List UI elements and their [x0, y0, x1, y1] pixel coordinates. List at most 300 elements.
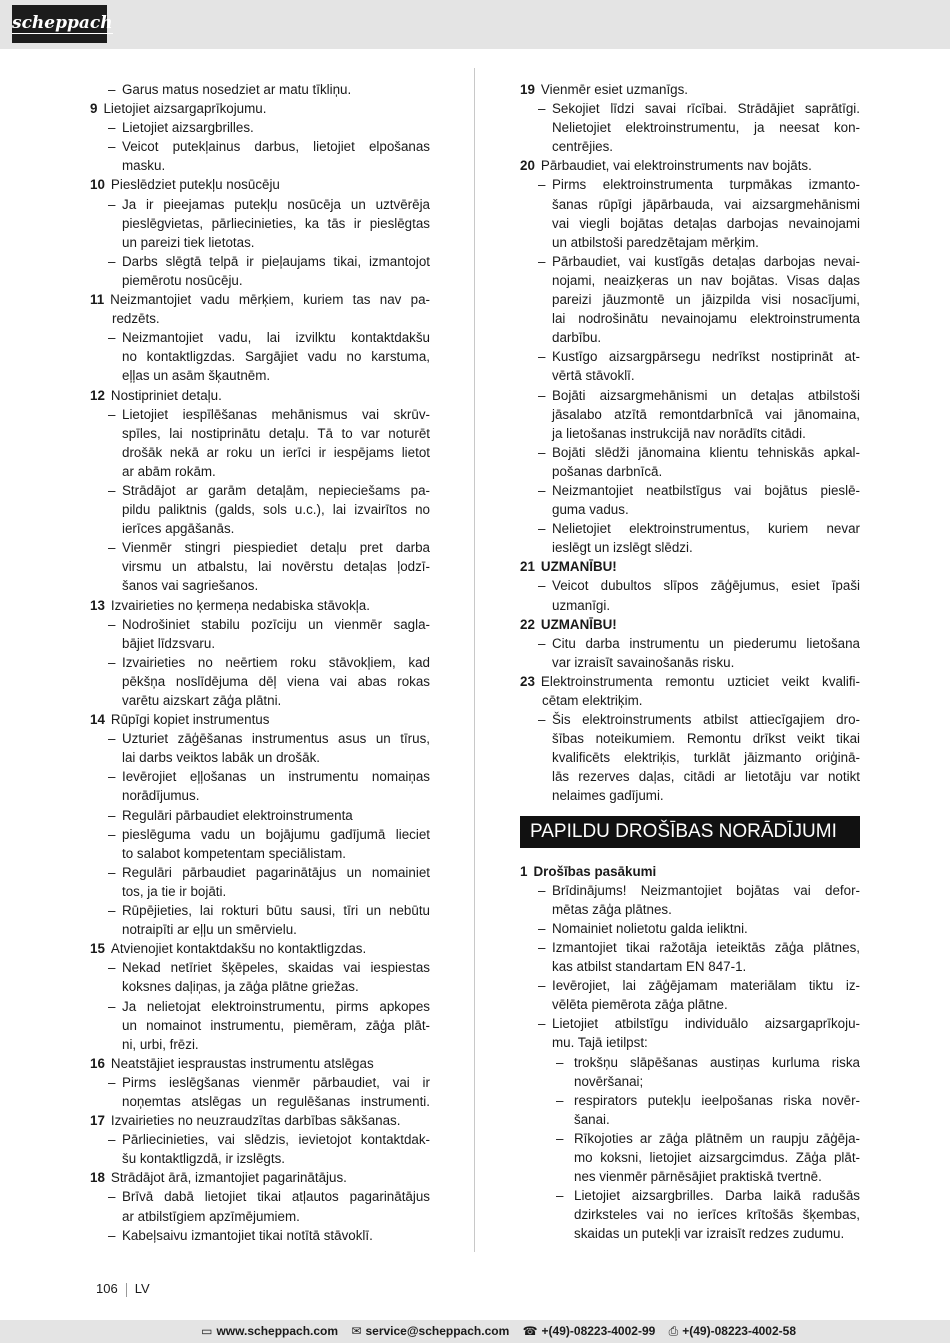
item-text: to salabot kompetentam speciālistam.	[122, 845, 347, 861]
list-line	[520, 786, 860, 805]
line-text	[122, 519, 430, 538]
item-text: vērtā stāvoklī.	[552, 368, 635, 384]
item-text: mētas zāģa plātnes.	[552, 901, 672, 917]
dash-bullet: –	[108, 616, 116, 632]
line-text	[552, 748, 860, 767]
line-text	[552, 634, 860, 653]
dash-bullet: –	[538, 882, 546, 898]
item-number: 19	[520, 82, 535, 97]
item-text: Regulāri pārbaudiet pagarinātājus un nomainiet	[122, 864, 430, 880]
item-number: 1	[520, 863, 528, 879]
line-text	[122, 328, 430, 347]
line-text	[574, 1205, 860, 1224]
line-text	[574, 1053, 860, 1072]
list-line	[520, 290, 860, 309]
item-text: Rūpīgi kopiet instrumentus	[110, 712, 270, 728]
line-text	[122, 214, 430, 233]
list-heading	[520, 862, 860, 881]
line-text	[520, 615, 860, 634]
list-line	[520, 938, 860, 957]
item-text: Lietojiet atbilstīgu individuālo aizsargaprīkoju-	[552, 1016, 860, 1032]
list-line	[90, 901, 430, 920]
line-text	[90, 386, 430, 405]
list-heading	[520, 557, 860, 576]
list-line	[520, 386, 860, 405]
list-line	[520, 1186, 860, 1205]
line-text	[122, 691, 430, 710]
dash-bullet: –	[108, 998, 116, 1014]
item-number: 13	[90, 597, 105, 613]
list-line	[520, 653, 860, 672]
line-text	[552, 729, 860, 748]
line-text	[520, 672, 860, 691]
item-number: 18	[90, 1170, 105, 1186]
line-text	[122, 443, 430, 462]
item-text: mo koksni, lietojiet aizsargcimdus. Zāģa plāt-	[574, 1149, 860, 1165]
line-text	[122, 672, 430, 691]
item-text: Rūpējieties, lai rokturi būtu sausi, tīri un nebūtu	[122, 903, 430, 919]
item-text: jāsalabo atzītā remontdarbnīcā vai jānomaina,	[552, 406, 860, 422]
list-heading	[90, 386, 430, 405]
line-text	[90, 939, 430, 958]
item-text: Izvairieties no neērtiem roku stāvokļiem, kad	[122, 654, 430, 670]
item-text: lai darbs veiktos labāk un drošāk.	[122, 750, 320, 766]
dash-bullet: –	[538, 712, 546, 728]
line-text	[122, 729, 430, 748]
item-text: Strādājot ar garām detaļām, nepieciešams pa-	[122, 482, 430, 498]
item-text: redzēts.	[112, 311, 160, 327]
list-line	[520, 1014, 860, 1033]
item-text: Pirms ieslēgšanas vienmēr pārbaudiet, vai ir	[122, 1074, 430, 1090]
list-line	[90, 271, 430, 290]
dash-bullet: –	[108, 807, 116, 823]
list-heading	[520, 615, 860, 634]
line-text	[552, 957, 860, 976]
left-column	[90, 80, 430, 1245]
item-number: 15	[90, 941, 105, 957]
list-line	[520, 634, 860, 653]
line-text	[122, 997, 430, 1016]
item-text: pēkšņa noslīdējuma dēļ viena vai abas rokas	[122, 673, 430, 689]
item-text: Elektroinstrumenta remontu uzticiet veikt kvalifi-	[540, 673, 860, 689]
list-line	[520, 309, 860, 328]
item-text: Bojāti aizsargmehānismi un detaļas atbilstoši	[552, 387, 860, 403]
list-heading	[520, 80, 860, 99]
list-heading	[520, 672, 860, 691]
list-line	[90, 1226, 430, 1245]
list-line	[90, 1207, 430, 1226]
item-text: vai viegli bojātas detaļas darbojas nevainojami	[552, 215, 860, 231]
line-text	[122, 1226, 430, 1245]
line-text	[552, 919, 860, 938]
list-line	[90, 538, 430, 557]
item-text: Uzturiet zāģēšanas instrumentus asus un tīrus,	[122, 731, 430, 747]
list-line	[90, 767, 430, 786]
dash-bullet: –	[108, 253, 116, 269]
item-text: piemērotu nosūcēju.	[122, 272, 243, 288]
dash-bullet: –	[108, 1189, 116, 1205]
line-text	[122, 195, 430, 214]
list-line	[520, 1072, 860, 1091]
item-text: Nelietojiet elektroinstrumentu, ja neesat kon-	[552, 120, 860, 136]
item-text: Lietojiet aizsargbrilles.	[122, 120, 254, 136]
line-text	[574, 1110, 860, 1129]
list-line	[520, 881, 860, 900]
list-line	[90, 405, 430, 424]
list-line	[520, 118, 860, 137]
dash-bullet: –	[538, 349, 546, 365]
item-number: 11	[90, 292, 105, 308]
line-text	[122, 844, 430, 863]
item-number: 23	[520, 673, 535, 689]
list-line	[90, 366, 430, 385]
list-line	[90, 252, 430, 271]
line-text	[552, 328, 860, 347]
item-text: Strādājot ārā, izmantojiet pagarinātājus.	[110, 1170, 347, 1186]
list-heading	[90, 596, 430, 615]
dash-bullet: –	[108, 196, 116, 212]
list-line	[90, 1187, 430, 1206]
item-number: 22	[520, 616, 535, 632]
line-text	[552, 271, 860, 290]
line-text	[122, 1149, 430, 1168]
item-text: Lietojiet aizsargbrilles. Darba laikā radušās	[574, 1188, 860, 1204]
line-text	[552, 309, 860, 328]
line-text	[90, 1054, 430, 1073]
item-text: var izraisīt savainošanās risku.	[552, 654, 735, 670]
list-line	[90, 634, 430, 653]
list-line	[90, 481, 430, 500]
list-heading	[90, 99, 430, 118]
list-line	[520, 900, 860, 919]
item-text: lai nodrošinātu nevainojamu elektroinstrumenta	[552, 311, 860, 327]
line-text	[552, 366, 860, 385]
dash-bullet: –	[108, 330, 116, 346]
list-line	[90, 233, 430, 252]
list-line	[90, 424, 430, 443]
item-text: respirators putekļu ieelpošanas riska novēr-	[574, 1092, 860, 1108]
item-text: novēršanai;	[574, 1073, 644, 1089]
list-line	[520, 328, 860, 347]
line-text	[90, 596, 430, 615]
list-line	[90, 997, 430, 1016]
list-line	[90, 576, 430, 595]
item-number: 12	[90, 387, 105, 403]
list-line	[520, 1148, 860, 1167]
list-line	[90, 806, 430, 825]
item-text: Šis elektroinstruments atbilst attiecīgajiem dro-	[552, 712, 860, 728]
item-text: darbību.	[552, 330, 602, 346]
list-line	[520, 424, 860, 443]
list-line	[90, 80, 430, 99]
line-text	[552, 99, 860, 118]
list-heading	[90, 1111, 430, 1130]
dash-bullet: –	[538, 521, 546, 537]
line-text	[552, 767, 860, 786]
item-text: Brīdinājums! Neizmantojiet bojātas vai defor-	[552, 882, 860, 898]
dash-bullet: –	[108, 82, 116, 97]
item-text: Nekad netīriet šķēpeles, skaidas vai iespiestas	[122, 960, 430, 976]
language-code: LV	[134, 1281, 150, 1296]
dash-bullet: –	[108, 731, 116, 747]
item-text: kas atbilst standartam EN 847-1.	[552, 959, 747, 975]
list-line	[90, 786, 430, 805]
list-line	[520, 500, 860, 519]
line-text	[112, 309, 430, 328]
line-text	[552, 976, 860, 995]
item-text: masku.	[122, 158, 166, 174]
phone-icon: ☎	[522, 1324, 538, 1338]
line-text	[574, 1224, 860, 1243]
item-number: 20	[520, 158, 535, 174]
line-text	[552, 596, 860, 615]
item-text: Pirms elektroinstrumenta turpmākas izmanto-	[552, 177, 860, 193]
list-line	[520, 405, 860, 424]
list-line	[90, 844, 430, 863]
item-text: Bojāti slēdži jānomaina klientu tehniskās apkal-	[552, 444, 860, 460]
item-number: 16	[90, 1055, 105, 1071]
computer-icon: ▭	[201, 1324, 213, 1338]
line-text	[552, 443, 860, 462]
line-text	[552, 386, 860, 405]
phone-number: +(49)-08223-4002-99	[541, 1324, 656, 1338]
dash-bullet: –	[108, 139, 116, 155]
page-footer	[96, 1281, 150, 1297]
item-text: bājiet līdzsvaru.	[122, 635, 216, 651]
item-text: Ievērojiet, lai zāģējamam materiālam tiktu iz-	[552, 978, 860, 994]
item-number: 21	[520, 559, 535, 575]
line-text	[122, 576, 430, 595]
line-text	[122, 634, 430, 653]
line-text	[552, 175, 860, 194]
dash-bullet: –	[538, 578, 546, 594]
list-line	[520, 1205, 860, 1224]
line-text	[552, 118, 860, 137]
item-text: ja lietošanas instrukcijā nav norādīts citādi.	[552, 425, 806, 441]
dash-bullet: –	[556, 1092, 564, 1108]
list-line	[520, 919, 860, 938]
item-text: Pārliecinieties, vai slēdzis, ievietojot kontaktdak-	[122, 1132, 430, 1148]
line-text	[552, 1033, 860, 1052]
item-text: Pārbaudiet, vai elektroinstruments nav bojāts.	[540, 158, 812, 174]
item-text: Garus matus nosedziet ar matu tīkliņu.	[122, 82, 352, 97]
list-line	[520, 576, 860, 595]
item-text: nojami, neaizķeras un nav bojātas. Visas daļas	[552, 272, 860, 288]
list-line	[520, 1033, 860, 1052]
item-text: norādījumus.	[122, 788, 200, 804]
list-line	[90, 672, 430, 691]
list-line	[520, 1167, 860, 1186]
line-text	[122, 347, 430, 366]
line-text	[552, 405, 860, 424]
dash-bullet: –	[108, 406, 116, 422]
item-text: skaidas un putekļi var izraisīt redzes zudumu.	[574, 1226, 845, 1242]
item-text: Veicot dubultos slīpos zāģējumus, esiet īpaši	[552, 578, 860, 594]
item-text: lās rezerves daļas, citādi ar lietotāju var notikt	[552, 769, 860, 785]
dash-bullet: –	[538, 635, 546, 651]
line-text	[552, 900, 860, 919]
list-line	[90, 214, 430, 233]
line-text	[90, 290, 430, 309]
line-text	[122, 1187, 430, 1206]
line-text	[122, 557, 430, 576]
dash-bullet: –	[108, 826, 116, 842]
line-text	[122, 481, 430, 500]
line-text	[574, 1186, 860, 1205]
list-line	[520, 137, 860, 156]
item-text: Pieslēdziet putekļu nosūcēju	[110, 177, 280, 193]
line-text	[552, 462, 860, 481]
list-line	[90, 958, 430, 977]
item-text: Darbs slēgtā telpā ir pieļaujams tikai, izmantojot	[122, 253, 430, 269]
line-text	[552, 137, 860, 156]
list-line	[90, 653, 430, 672]
item-text: šanas rūpīgi jāpārbauda, vai aizsargmehānismi	[552, 196, 860, 212]
item-text: Izmantojiet tikai ražotāja ieteiktās zāģa plātnes,	[552, 939, 860, 955]
line-text	[574, 1129, 860, 1148]
list-line	[90, 825, 430, 844]
list-line	[90, 462, 430, 481]
item-text: Lietojiet iespīlēšanas mehānismus vai skrūv-	[122, 406, 430, 422]
dash-bullet: –	[538, 978, 546, 994]
dash-bullet: –	[108, 960, 116, 976]
column-divider	[474, 68, 475, 1252]
line-text	[520, 557, 860, 576]
list-line	[520, 538, 860, 557]
email-link[interactable]: service@scheppach.com	[365, 1324, 510, 1338]
item-text: pošanas darbnīcā.	[552, 463, 663, 479]
line-text	[552, 233, 860, 252]
item-number: 14	[90, 712, 105, 728]
item-text: notraipīti ar eļļu un smērvielu.	[122, 922, 297, 938]
list-line	[90, 328, 430, 347]
item-text: šanos vai sagriešanos.	[122, 578, 259, 594]
item-text: noņemtas atslēgas un regulēšanas instrumenti.	[122, 1093, 430, 1109]
item-number: 10	[90, 177, 105, 193]
line-text	[552, 519, 860, 538]
item-text: Neizmantojiet vadu, lai izvilktu kontaktdakšu	[122, 330, 430, 346]
list-line	[90, 309, 430, 328]
dash-bullet: –	[108, 903, 116, 919]
item-text: UZMANĪBU!	[540, 559, 617, 575]
line-text	[122, 80, 430, 99]
line-text	[122, 462, 430, 481]
list-line	[520, 1110, 860, 1129]
line-text	[552, 881, 860, 900]
line-text	[574, 1148, 860, 1167]
list-line	[90, 137, 430, 156]
list-line	[90, 1092, 430, 1111]
item-number: 9	[90, 101, 98, 117]
item-text: UZMANĪBU!	[540, 616, 617, 632]
list-line	[90, 863, 430, 882]
list-line	[520, 347, 860, 366]
list-line	[90, 557, 430, 576]
item-text: ar atbilstīgiem apzīmējumiem.	[122, 1208, 300, 1224]
list-line	[520, 729, 860, 748]
line-text	[574, 1091, 860, 1110]
line-text	[122, 1207, 430, 1226]
line-text	[90, 1111, 430, 1130]
line-text	[122, 137, 430, 156]
item-text: Neatstājiet iespraustas instrumentu atslēgas	[110, 1055, 374, 1071]
line-text	[552, 1014, 860, 1033]
line-text	[122, 1092, 430, 1111]
line-text	[90, 710, 430, 729]
line-text	[122, 405, 430, 424]
line-text	[552, 481, 860, 500]
item-text: Ja ir pieejamas putekļu nosūcēja un uztvērēja	[122, 196, 430, 212]
item-text: tos, ja tie ir bojāti.	[122, 883, 227, 899]
item-text: un atbilstoši paredzētajam mērķim.	[552, 234, 759, 250]
item-text: koksnes daļiņas, ja zāģa plātne griežas.	[122, 979, 359, 995]
line-text	[542, 691, 860, 710]
item-text: Lietojiet aizsargaprīkojumu.	[103, 101, 267, 117]
item-text: Nodrošiniet stabilu pozīciju un vienmēr sagla-	[122, 616, 430, 632]
list-line	[520, 233, 860, 252]
item-text: ar abām rokām.	[122, 463, 216, 479]
line-text	[574, 1072, 860, 1091]
item-text: Nostipriniet detaļu.	[110, 387, 222, 403]
line-text	[122, 271, 430, 290]
line-text	[552, 500, 860, 519]
item-text: trokšņu slāpēšanas austiņas kurluma riska	[574, 1054, 860, 1070]
line-text	[552, 710, 860, 729]
list-line	[90, 920, 430, 939]
line-text	[552, 214, 860, 233]
line-text	[122, 920, 430, 939]
dash-bullet: –	[538, 482, 546, 498]
list-line	[90, 748, 430, 767]
item-text: centrējies.	[552, 139, 614, 155]
item-text: Izvairieties no ķermeņa nedabiska stāvokļa.	[110, 597, 370, 613]
dash-bullet: –	[108, 1074, 116, 1090]
list-line	[90, 615, 430, 634]
right-column	[520, 80, 860, 1243]
dash-bullet: –	[538, 444, 546, 460]
dash-bullet: –	[538, 387, 546, 403]
item-text: Regulāri pārbaudiet elektroinstrumenta	[122, 807, 353, 823]
item-text: cētam elektriķim.	[542, 693, 643, 708]
contact-bar	[0, 1320, 950, 1343]
list-line	[520, 957, 860, 976]
item-text: drošāk nekā ar roku un ierīci ir iespējams lietot	[122, 444, 430, 460]
line-text	[552, 538, 860, 557]
line-text	[122, 786, 430, 805]
list-line	[520, 99, 860, 118]
line-text	[520, 80, 860, 99]
line-text	[122, 1035, 430, 1054]
line-text	[552, 938, 860, 957]
line-text	[122, 615, 430, 634]
line-text	[122, 863, 430, 882]
item-text: Sekojiet līdzi savai rīcībai. Strādājiet saprātīgi.	[552, 101, 860, 117]
header-bar	[0, 0, 950, 49]
dash-bullet: –	[538, 1016, 546, 1032]
list-line	[90, 443, 430, 462]
line-text	[552, 290, 860, 309]
list-line	[520, 1091, 860, 1110]
item-text: spīles, lai nostiprinātu detaļu. Tā to var noturēt	[122, 425, 430, 441]
right-column-list	[520, 80, 860, 806]
website-link[interactable]: www.scheppach.com	[216, 1324, 339, 1338]
dash-bullet: –	[108, 1227, 116, 1243]
line-text	[552, 252, 860, 271]
item-text: šības noteikumiem. Remontu drīkst veikt tikai	[552, 731, 860, 747]
line-text	[552, 424, 860, 443]
item-text: ni, urbi, frēzi.	[122, 1036, 199, 1052]
item-text: Vienmēr stingri piespiediet detaļu pret darba	[122, 540, 430, 556]
